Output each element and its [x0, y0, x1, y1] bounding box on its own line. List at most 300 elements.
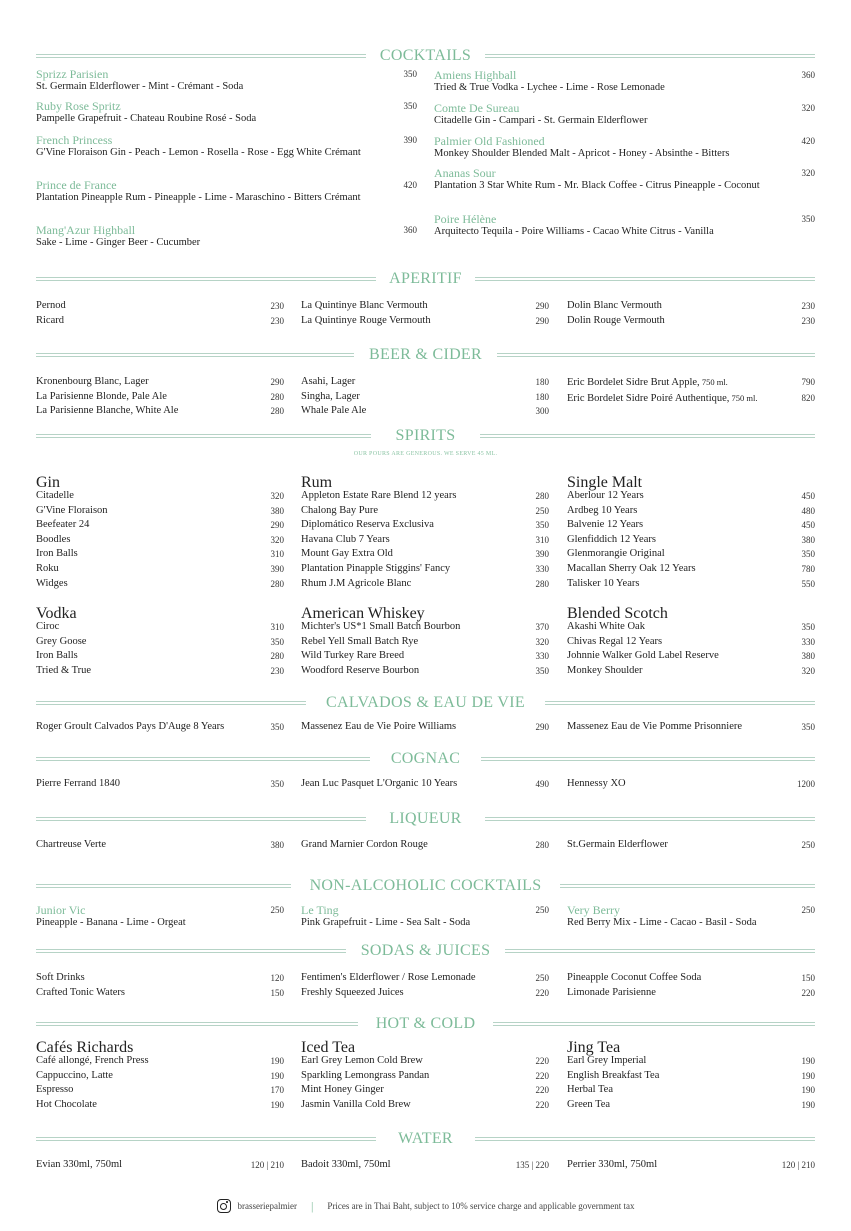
item-price: 180: [535, 377, 549, 387]
section-cocktails: [36, 46, 815, 66]
section-non-alcoholic: [36, 876, 815, 896]
item-name: Boodles: [36, 533, 71, 545]
item-name: Glenmorangie Original: [567, 548, 665, 560]
list-item: [567, 635, 815, 650]
item-price: 350: [270, 722, 284, 732]
list-item: [36, 562, 284, 577]
list-heading: Vodka: [36, 605, 77, 622]
list-item: [567, 971, 815, 986]
list-item: [301, 533, 549, 548]
item-price: 280: [270, 391, 284, 402]
list-heading: Iced Tea: [301, 1039, 356, 1056]
item-name: Eric Bordelet Sidre Brut Apple, 750 ml.: [567, 377, 728, 388]
cocktail-item: [434, 134, 815, 160]
item-price: 820: [801, 392, 815, 403]
item-price: 330: [535, 651, 549, 662]
menu-list: [567, 1158, 815, 1173]
item-price: 480: [801, 505, 815, 516]
list-item: [36, 777, 284, 792]
menu-list: [301, 1158, 549, 1173]
list-item: [36, 577, 284, 592]
item-price: 250: [535, 905, 549, 915]
list-item: [36, 404, 284, 419]
menu-list: [567, 777, 815, 792]
section-calvados: [36, 693, 815, 713]
list-item: [301, 577, 549, 592]
menu-list: [36, 971, 284, 1000]
list-item: [36, 1083, 284, 1098]
list-item: [567, 1083, 815, 1098]
item-name: Iron Balls: [36, 548, 78, 560]
item-name: English Breakfast Tea: [567, 1069, 660, 1081]
list-item: [36, 986, 284, 1001]
item-name: Evian 330ml, 750ml: [36, 1159, 123, 1170]
item-name: Monkey Shoulder: [567, 664, 643, 676]
cocktail-item: [434, 166, 815, 192]
item-name: Havana Club 7 Years: [301, 533, 390, 545]
item-name: Fentimen's Elderflower / Rose Lemonade: [301, 972, 476, 983]
list-item: [567, 533, 815, 548]
item-price: 190: [801, 1085, 815, 1096]
item-price: 550: [801, 578, 815, 589]
menu-list: [567, 620, 815, 678]
item-price: 150: [270, 987, 284, 998]
item-price: 250: [535, 973, 549, 983]
section-hot-cold: [36, 1014, 815, 1034]
item-name: Appleton Estate Rare Blend 12 years: [301, 490, 457, 501]
item-name: Amiens Highball: [434, 68, 517, 82]
item-name: Roger Groult Calvados Pays D'Auge 8 Years: [36, 721, 225, 732]
item-price: 380: [270, 840, 284, 850]
mocktail-item: [36, 903, 284, 929]
item-name: Plantation Pinapple Stiggins' Fancy: [301, 562, 451, 574]
item-name: French Princess: [36, 133, 113, 147]
footer-separator: |: [311, 1198, 314, 1213]
menu-list: [36, 1158, 284, 1173]
item-description: Tried & True Vodka - Lychee - Lime - Rose Lemonade: [434, 82, 665, 93]
item-price: 230: [270, 665, 284, 676]
cocktail-item: [36, 223, 417, 249]
item-name: Johnnie Walker Gold Label Reserve: [567, 650, 719, 662]
item-name: Whale Pale Ale: [301, 405, 367, 417]
list-item: [301, 390, 549, 405]
item-price: 190: [801, 1099, 815, 1110]
item-name: Ananas Sour: [434, 166, 496, 180]
section-title: SODAS & JUICES: [360, 942, 491, 959]
instagram-handle[interactable]: brasseriepalmier: [237, 1201, 297, 1211]
item-price: 330: [801, 636, 815, 647]
item-price: 320: [535, 636, 549, 647]
section-title: BEER & CIDER: [369, 346, 482, 363]
item-name: Espresso: [36, 1084, 74, 1096]
item-name: Freshly Squeezed Juices: [301, 986, 404, 998]
item-price: 350: [403, 101, 417, 111]
item-name: Asahi, Lager: [301, 376, 356, 387]
menu-list: [301, 620, 549, 678]
item-price: 360: [403, 225, 417, 235]
menu-list: [567, 375, 815, 406]
item-price: 780: [801, 563, 815, 574]
section-cognac: [36, 749, 815, 769]
menu-list: [36, 299, 284, 328]
item-price: 390: [270, 563, 284, 574]
item-price: 280: [535, 491, 549, 501]
list-item: [567, 1098, 815, 1113]
menu-list: [36, 620, 284, 678]
cocktail-item: [36, 133, 417, 159]
item-price: 220: [535, 987, 549, 998]
item-name: La Parisienne Blonde, Pale Ale: [36, 390, 167, 402]
item-name: Tried & True: [36, 664, 92, 676]
list-item: [36, 533, 284, 548]
item-name: Perrier 330ml, 750ml: [567, 1159, 658, 1170]
item-name: Grand Marnier Cordon Rouge: [301, 839, 428, 850]
list-item: [36, 1158, 284, 1173]
item-name: Widges: [36, 577, 68, 589]
item-name: Dolin Rouge Vermouth: [567, 314, 665, 326]
list-heading: Blended Scotch: [567, 605, 668, 622]
menu-list: [36, 375, 284, 419]
item-price: 380: [270, 505, 284, 516]
list-item: [36, 664, 284, 679]
item-name: Grey Goose: [36, 635, 87, 647]
item-name: Citadelle: [36, 490, 74, 501]
item-name: Singha, Lager: [301, 390, 360, 402]
cocktail-item: [434, 101, 815, 127]
item-price: 320: [801, 103, 815, 113]
item-price: 280: [270, 578, 284, 589]
item-name: Glenfiddich 12 Years: [567, 533, 656, 545]
item-name: Prince de France: [36, 178, 117, 192]
section-water: [36, 1129, 815, 1149]
item-description: G'Vine Floraison Gin - Peach - Lemon - Rosella - Rose - Egg White Crémant: [36, 147, 361, 158]
item-name: Le Ting: [301, 903, 339, 917]
item-name: Poire Hélène: [434, 212, 497, 226]
item-name: Café allongé, French Press: [36, 1055, 149, 1066]
section-title: CALVADOS & EAU DE VIE: [326, 694, 525, 711]
list-heading: Cafés Richards: [36, 1039, 134, 1056]
item-price: 180: [535, 391, 549, 402]
item-name: Eric Bordelet Sidre Poiré Authentique, 750 ml.: [567, 392, 758, 404]
price-note: Prices are in Thai Baht, subject to 10% service charge and applicable government tax: [327, 1201, 635, 1211]
item-description: Red Berry Mix - Lime - Cacao - Basil - Soda: [567, 917, 757, 928]
item-name: Cappuccino, Latte: [36, 1069, 113, 1081]
list-item: [567, 777, 815, 792]
list-item: [301, 838, 549, 853]
list-item: [301, 562, 549, 577]
item-size: 750 ml.: [699, 377, 728, 387]
item-name: Limonade Parisienne: [567, 986, 656, 998]
list-heading: Jing Tea: [567, 1039, 621, 1056]
item-name: Junior Vic: [36, 903, 86, 917]
item-price: 290: [270, 377, 284, 387]
item-name: Pernod: [36, 300, 66, 311]
menu-list: [301, 720, 549, 735]
item-price: 310: [535, 534, 549, 545]
item-name: Palmier Old Fashioned: [434, 134, 545, 148]
item-price: 420: [801, 136, 815, 146]
list-item: [567, 504, 815, 519]
item-price: 120 | 210: [781, 1160, 815, 1170]
footer: [0, 1198, 851, 1214]
item-name: Sprizz Parisien: [36, 67, 109, 81]
item-name: Earl Grey Lemon Cold Brew: [301, 1055, 423, 1066]
cocktail-item: [36, 67, 417, 93]
item-price: 250: [270, 905, 284, 915]
item-price: 350: [801, 549, 815, 560]
item-name: Massenez Eau de Vie Poire Williams: [301, 721, 457, 732]
section-beer-cider: [36, 345, 815, 365]
list-heading: American Whiskey: [301, 605, 425, 622]
menu-list: [36, 720, 284, 735]
item-name: Massenez Eau de Vie Pomme Prisonniere: [567, 721, 743, 732]
item-name: Kronenbourg Blanc, Lager: [36, 376, 149, 387]
list-item: [36, 390, 284, 405]
list-item: [36, 299, 284, 314]
item-price: 320: [270, 491, 284, 501]
item-price: 220: [535, 1070, 549, 1081]
item-price: 250: [801, 840, 815, 850]
item-name: Crafted Tonic Waters: [36, 986, 126, 998]
item-name: Herbal Tea: [567, 1084, 614, 1096]
list-item: [567, 986, 815, 1001]
list-item: [301, 777, 549, 792]
list-item: [301, 635, 549, 650]
item-price: 190: [270, 1056, 284, 1066]
item-name: Diplomático Reserva Exclusiva: [301, 519, 434, 531]
item-price: 310: [270, 549, 284, 560]
item-price: 350: [801, 622, 815, 632]
item-name: St.Germain Elderflower: [567, 839, 668, 850]
menu-list: [567, 838, 815, 853]
item-name: Macallan Sherry Oak 12 Years: [567, 562, 696, 574]
list-item: [301, 504, 549, 519]
list-item: [301, 1069, 549, 1084]
item-name: Sparkling Lemongrass Pandan: [301, 1069, 430, 1081]
item-price: 220: [535, 1085, 549, 1096]
item-name: Pineapple Coconut Coffee Soda: [567, 972, 702, 983]
section-aperitif: [36, 269, 815, 289]
list-item: [567, 391, 815, 407]
cocktail-item: [36, 99, 417, 125]
list-item: [36, 720, 284, 735]
item-name: Ciroc: [36, 621, 60, 632]
item-price: 230: [270, 315, 284, 326]
menu-list: [36, 1054, 284, 1112]
list-item: [567, 1069, 815, 1084]
item-price: 230: [801, 315, 815, 326]
item-name: Roku: [36, 562, 59, 574]
item-price: 320: [801, 168, 815, 178]
list-item: [567, 375, 815, 391]
list-item: [36, 518, 284, 533]
list-item: [301, 664, 549, 679]
list-item: [567, 577, 815, 592]
list-item: [36, 1069, 284, 1084]
item-price: 190: [801, 1070, 815, 1081]
item-price: 390: [535, 549, 549, 560]
item-price: 230: [801, 301, 815, 311]
item-name: Comte De Sureau: [434, 101, 520, 115]
menu-list: [567, 489, 815, 591]
list-item: [567, 720, 815, 735]
item-price: 170: [270, 1085, 284, 1096]
item-description: Arquitecto Tequila - Poire Williams - Cacao White Citrus - Vanilla: [434, 226, 714, 237]
item-price: 190: [270, 1099, 284, 1110]
menu-list: [567, 720, 815, 735]
item-price: 320: [801, 665, 815, 676]
item-name: Ruby Rose Spritz: [36, 99, 121, 113]
item-description: Monkey Shoulder Blended Malt - Apricot - Honey - Absinthe - Bitters: [434, 148, 730, 159]
list-item: [36, 547, 284, 562]
list-item: [301, 489, 549, 504]
item-price: 370: [535, 622, 549, 632]
mocktail-item: [567, 903, 815, 929]
menu-list: [36, 838, 284, 853]
item-name: Iron Balls: [36, 650, 78, 662]
item-price: 350: [535, 665, 549, 676]
item-price: 135 | 220: [515, 1160, 549, 1170]
item-name: La Parisienne Blanche, White Ale: [36, 405, 179, 417]
item-price: 350: [801, 722, 815, 732]
list-item: [301, 314, 549, 329]
item-name: La Quintinye Rouge Vermouth: [301, 314, 431, 326]
list-item: [301, 649, 549, 664]
list-item: [567, 838, 815, 853]
section-sodas-juices: [36, 941, 815, 961]
menu-list: [567, 971, 815, 1000]
item-name: Balvenie 12 Years: [567, 519, 644, 531]
list-item: [301, 547, 549, 562]
list-item: [301, 1083, 549, 1098]
list-item: [36, 838, 284, 853]
item-price: 330: [535, 563, 549, 574]
menu-list: [301, 1054, 549, 1112]
item-price: 390: [403, 135, 417, 145]
list-item: [301, 720, 549, 735]
cocktail-item: [36, 178, 417, 204]
item-price: 280: [535, 840, 549, 850]
section-title: COGNAC: [390, 750, 461, 767]
mocktail-item: [301, 903, 549, 929]
item-name: Green Tea: [567, 1098, 611, 1110]
item-price: 290: [535, 315, 549, 326]
item-price: 1200: [797, 779, 815, 789]
section-title: HOT & COLD: [375, 1015, 476, 1032]
item-name: Ricard: [36, 314, 64, 326]
menu-list: [36, 489, 284, 591]
menu-list: [567, 299, 815, 328]
list-item: [567, 649, 815, 664]
item-name: Earl Grey Imperial: [567, 1055, 647, 1066]
item-price: 290: [535, 301, 549, 311]
item-description: St. Germain Elderflower - Mint - Crémant - Soda: [36, 81, 244, 92]
list-item: [36, 635, 284, 650]
item-price: 120: [270, 973, 284, 983]
section-spirits: [36, 426, 815, 446]
list-heading: Single Malt: [567, 474, 643, 491]
list-item: [567, 562, 815, 577]
list-item: [36, 1098, 284, 1113]
list-heading: Rum: [301, 474, 333, 491]
item-name: Chalong Bay Pure: [301, 504, 378, 516]
item-price: 320: [270, 534, 284, 545]
item-price: 350: [801, 214, 815, 224]
item-price: 350: [535, 520, 549, 531]
item-price: 290: [535, 722, 549, 732]
list-item: [301, 518, 549, 533]
item-description: Sake - Lime - Ginger Beer - Cucumber: [36, 237, 201, 248]
item-name: G'Vine Floraison: [36, 504, 108, 516]
item-price: 300: [535, 406, 549, 417]
item-name: Aberlour 12 Years: [567, 490, 644, 501]
item-name: Chivas Regal 12 Years: [567, 635, 663, 647]
item-size: 750 ml.: [729, 392, 758, 403]
item-price: 120 | 210: [250, 1160, 284, 1170]
item-name: Wild Turkey Rare Breed: [301, 650, 405, 662]
list-item: [36, 504, 284, 519]
item-name: Very Berry: [567, 903, 620, 917]
item-name: Soft Drinks: [36, 972, 85, 983]
item-price: 250: [535, 505, 549, 516]
item-description: Pampelle Grapefruit - Chateau Roubine Rosé - Soda: [36, 113, 257, 124]
item-name: Badoit 330ml, 750ml: [301, 1159, 391, 1170]
item-name: Rhum J.M Agricole Blanc: [301, 577, 412, 589]
item-name: Hennessy XO: [567, 778, 626, 789]
list-item: [567, 664, 815, 679]
menu-list: [567, 1054, 815, 1112]
item-price: 350: [270, 636, 284, 647]
section-title: WATER: [398, 1130, 453, 1147]
item-name: Pierre Ferrand 1840: [36, 778, 120, 789]
item-description: Plantation 3 Star White Rum - Mr. Black Coffee - Citrus Pineapple - Coconut: [434, 180, 760, 191]
item-price: 220: [801, 987, 815, 998]
list-item: [36, 489, 284, 504]
section-title: NON-ALCOHOLIC COCKTAILS: [309, 877, 542, 894]
item-name: Mang'Azur Highball: [36, 223, 136, 237]
item-price: 490: [535, 779, 549, 789]
section-title: COCKTAILS: [379, 47, 472, 64]
item-price: 290: [270, 520, 284, 531]
item-price: 280: [535, 578, 549, 589]
item-name: Jasmin Vanilla Cold Brew: [301, 1098, 411, 1110]
section-liqueur: [36, 809, 815, 829]
item-name: Mint Honey Ginger: [301, 1084, 384, 1096]
item-price: 190: [270, 1070, 284, 1081]
item-price: 230: [270, 301, 284, 311]
section-title: LIQUEUR: [389, 810, 462, 827]
item-price: 190: [801, 1056, 815, 1066]
list-item: [301, 1158, 549, 1173]
item-name: Akashi White Oak: [567, 621, 645, 632]
item-price: 220: [535, 1056, 549, 1066]
instagram-icon[interactable]: [217, 1199, 231, 1213]
section-title: SPIRITS: [395, 427, 456, 444]
item-price: 450: [801, 491, 815, 501]
cocktail-item: [434, 68, 815, 94]
spirits-pour-note: OUR POURS ARE GENEROUS. WE SERVE 45 ML.: [353, 451, 498, 457]
item-description: Plantation Pineapple Rum - Pineapple - Lime - Maraschino - Bitters Crémant: [36, 192, 361, 203]
item-price: 360: [801, 70, 815, 80]
item-price: 350: [270, 779, 284, 789]
list-item: [301, 299, 549, 314]
item-name: Dolin Blanc Vermouth: [567, 300, 662, 311]
menu-list: [301, 489, 549, 591]
item-price: 790: [801, 377, 815, 387]
item-price: 420: [403, 180, 417, 190]
menu-list: [301, 971, 549, 1000]
item-name: Michter's US*1 Small Batch Bourbon: [301, 621, 461, 632]
